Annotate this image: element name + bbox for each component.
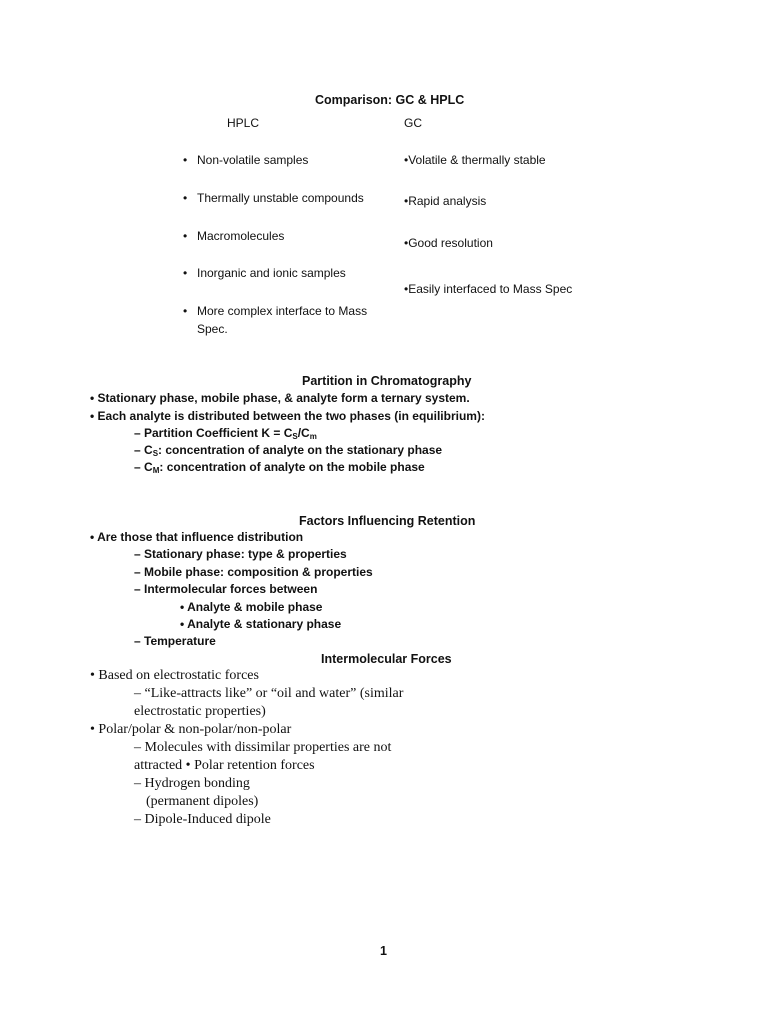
intermolecular-title: Intermolecular Forces [321, 652, 452, 666]
partition-line: • Each analyte is distributed between the two phases (in equilibrium): [90, 409, 485, 423]
intermolecular-line: – Dipole-Induced dipole [134, 812, 271, 827]
retention-line: – Mobile phase: composition & properties [134, 565, 373, 579]
partition-line: • Stationary phase, mobile phase, & analyte form a ternary system. [90, 391, 470, 405]
retention-line: • Analyte & mobile phase [180, 600, 323, 614]
gc-item: •Rapid analysis [404, 194, 487, 208]
cs-definition-line: – $C_S$: concentration of analyte on the stationary phase [134, 443, 443, 458]
hplc-item: • More complex interface to Mass [183, 304, 368, 318]
hplc-item: • Thermally unstable compounds [183, 191, 364, 205]
hplc-item: • Macromolecules [183, 229, 285, 243]
partition-coefficient-line: – Partition Coefficient $K = C_S/C_m$ [134, 426, 317, 441]
comparison-title: Comparison: GC & HPLC [315, 93, 465, 107]
gc-item: •Volatile & thermally stable [404, 153, 546, 167]
gc-item: •Easily interfaced to Mass Spec [404, 282, 573, 296]
retention-line: – Stationary phase: type & properties [134, 547, 347, 561]
intermolecular-line: electrostatic properties) [134, 704, 266, 719]
intermolecular-line: – Molecules with dissimilar properties are not [134, 740, 392, 755]
gc-item: •Good resolution [404, 236, 493, 250]
hplc-item: • Non-volatile samples [183, 153, 309, 167]
partition-title: Partition in Chromatography [302, 374, 472, 388]
hplc-item: • Inorganic and ionic samples [183, 266, 346, 280]
cm-definition-line: – $C_M$: concentration of analyte on the mobile phase [134, 460, 425, 475]
intermolecular-line: (permanent dipoles) [146, 794, 259, 809]
intermolecular-line: – Hydrogen bonding [134, 776, 250, 791]
gc-column-header: GC [404, 116, 422, 130]
retention-line: • Are those that influence distribution [90, 530, 304, 544]
retention-line: • Analyte & stationary phase [180, 617, 342, 631]
page-number: 1 [380, 944, 387, 958]
retention-line: – Temperature [134, 634, 216, 648]
hplc-item-continuation: Spec. [197, 322, 228, 336]
intermolecular-line: – “Like-attracts like” or “oil and water” (similar [134, 686, 404, 701]
intermolecular-line: attracted • Polar retention forces [134, 758, 315, 773]
hplc-column-header: HPLC [227, 116, 260, 130]
retention-line: – Intermolecular forces between [134, 582, 318, 596]
intermolecular-line: • Polar/polar & non-polar/non-polar [90, 722, 292, 737]
intermolecular-line: • Based on electrostatic forces [90, 668, 259, 683]
retention-title: Factors Influencing Retention [299, 514, 476, 528]
